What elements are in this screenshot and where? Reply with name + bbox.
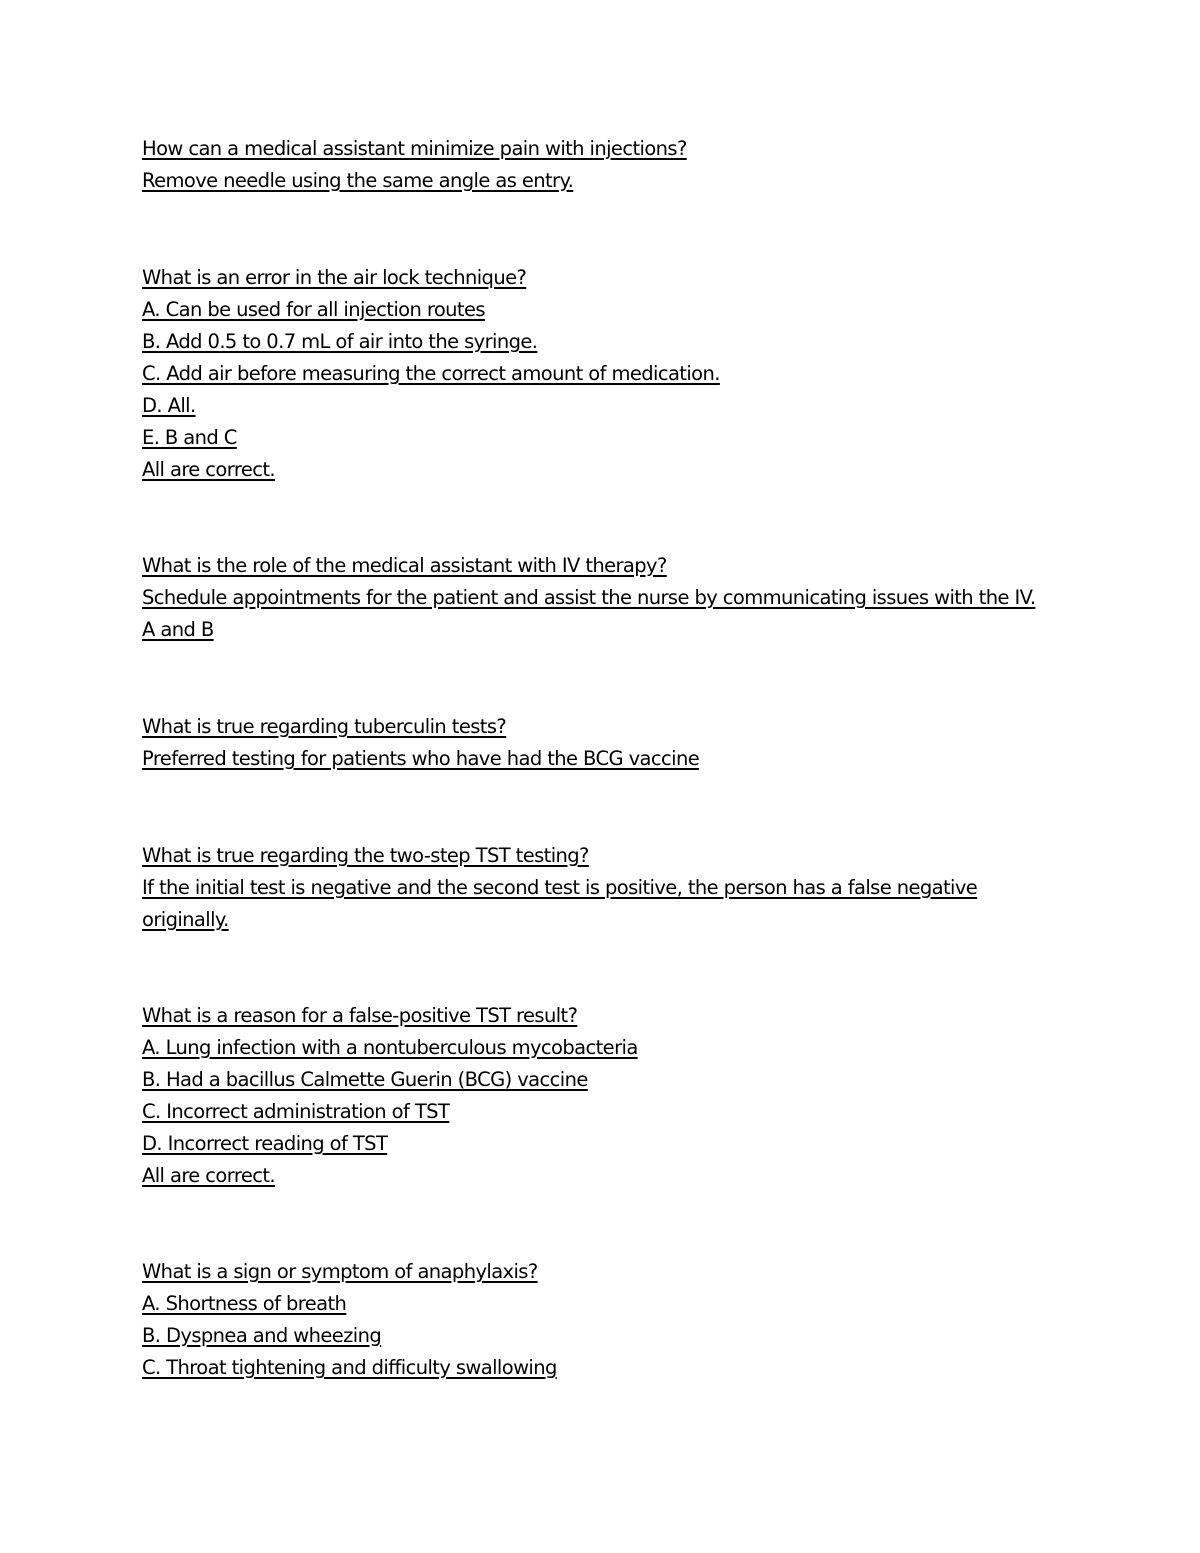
answer-line: A. Shortness of breath — [142, 1292, 347, 1315]
answer-line: B. Add 0.5 to 0.7 mL of air into the syringe. — [142, 330, 538, 353]
question-text: What is an error in the air lock technique? — [142, 266, 527, 289]
answer-line: Schedule appointments for the patient and assist the nurse by communicating issues with the IV. — [142, 586, 1036, 609]
qa-block-6 — [142, 1000, 1102, 1192]
question-text: How can a medical assistant minimize pain with injections? — [142, 137, 687, 160]
qa-block-4 — [142, 711, 1102, 775]
answer-line: D. All. — [142, 394, 196, 417]
answer-line: B. Had a bacillus Calmette Guerin (BCG) vaccine — [142, 1068, 588, 1091]
answer-line: C. Incorrect administration of TST — [142, 1100, 450, 1123]
question-text: What is a reason for a false-positive TST result? — [142, 1004, 578, 1027]
answer-line: B. Dyspnea and wheezing — [142, 1324, 382, 1347]
answer-line: E. B and C — [142, 426, 237, 449]
question-text: What is true regarding the two-step TST testing? — [142, 844, 589, 867]
answer-line: If the initial test is negative and the second test is positive, the person has a false negative — [142, 876, 978, 899]
answer-line: originally. — [142, 908, 229, 931]
question-text: What is a sign or symptom of anaphylaxis? — [142, 1260, 538, 1283]
answer-line: Preferred testing for patients who have had the BCG vaccine — [142, 747, 700, 770]
qa-block-5 — [142, 840, 1102, 936]
qa-block-7 — [142, 1256, 1102, 1384]
answer-line: Remove needle using the same angle as entry. — [142, 169, 574, 192]
answer-line: C. Throat tightening and difficulty swallowing — [142, 1356, 557, 1379]
qa-block-3 — [142, 550, 1102, 646]
answer-line: A. Lung infection with a nontuberculous mycobacteria — [142, 1036, 638, 1059]
qa-block-1 — [142, 133, 1102, 197]
answer-line: All are correct. — [142, 458, 275, 481]
question-text: What is the role of the medical assistant with IV therapy? — [142, 554, 667, 577]
qa-block-2 — [142, 262, 1102, 486]
answer-line: C. Add air before measuring the correct amount of medication. — [142, 362, 720, 385]
answer-line: All are correct. — [142, 1164, 275, 1187]
question-text: What is true regarding tuberculin tests? — [142, 715, 507, 738]
answer-line: A. Can be used for all injection routes — [142, 298, 485, 321]
answer-line: D. Incorrect reading of TST — [142, 1132, 388, 1155]
answer-line: A and B — [142, 618, 214, 641]
